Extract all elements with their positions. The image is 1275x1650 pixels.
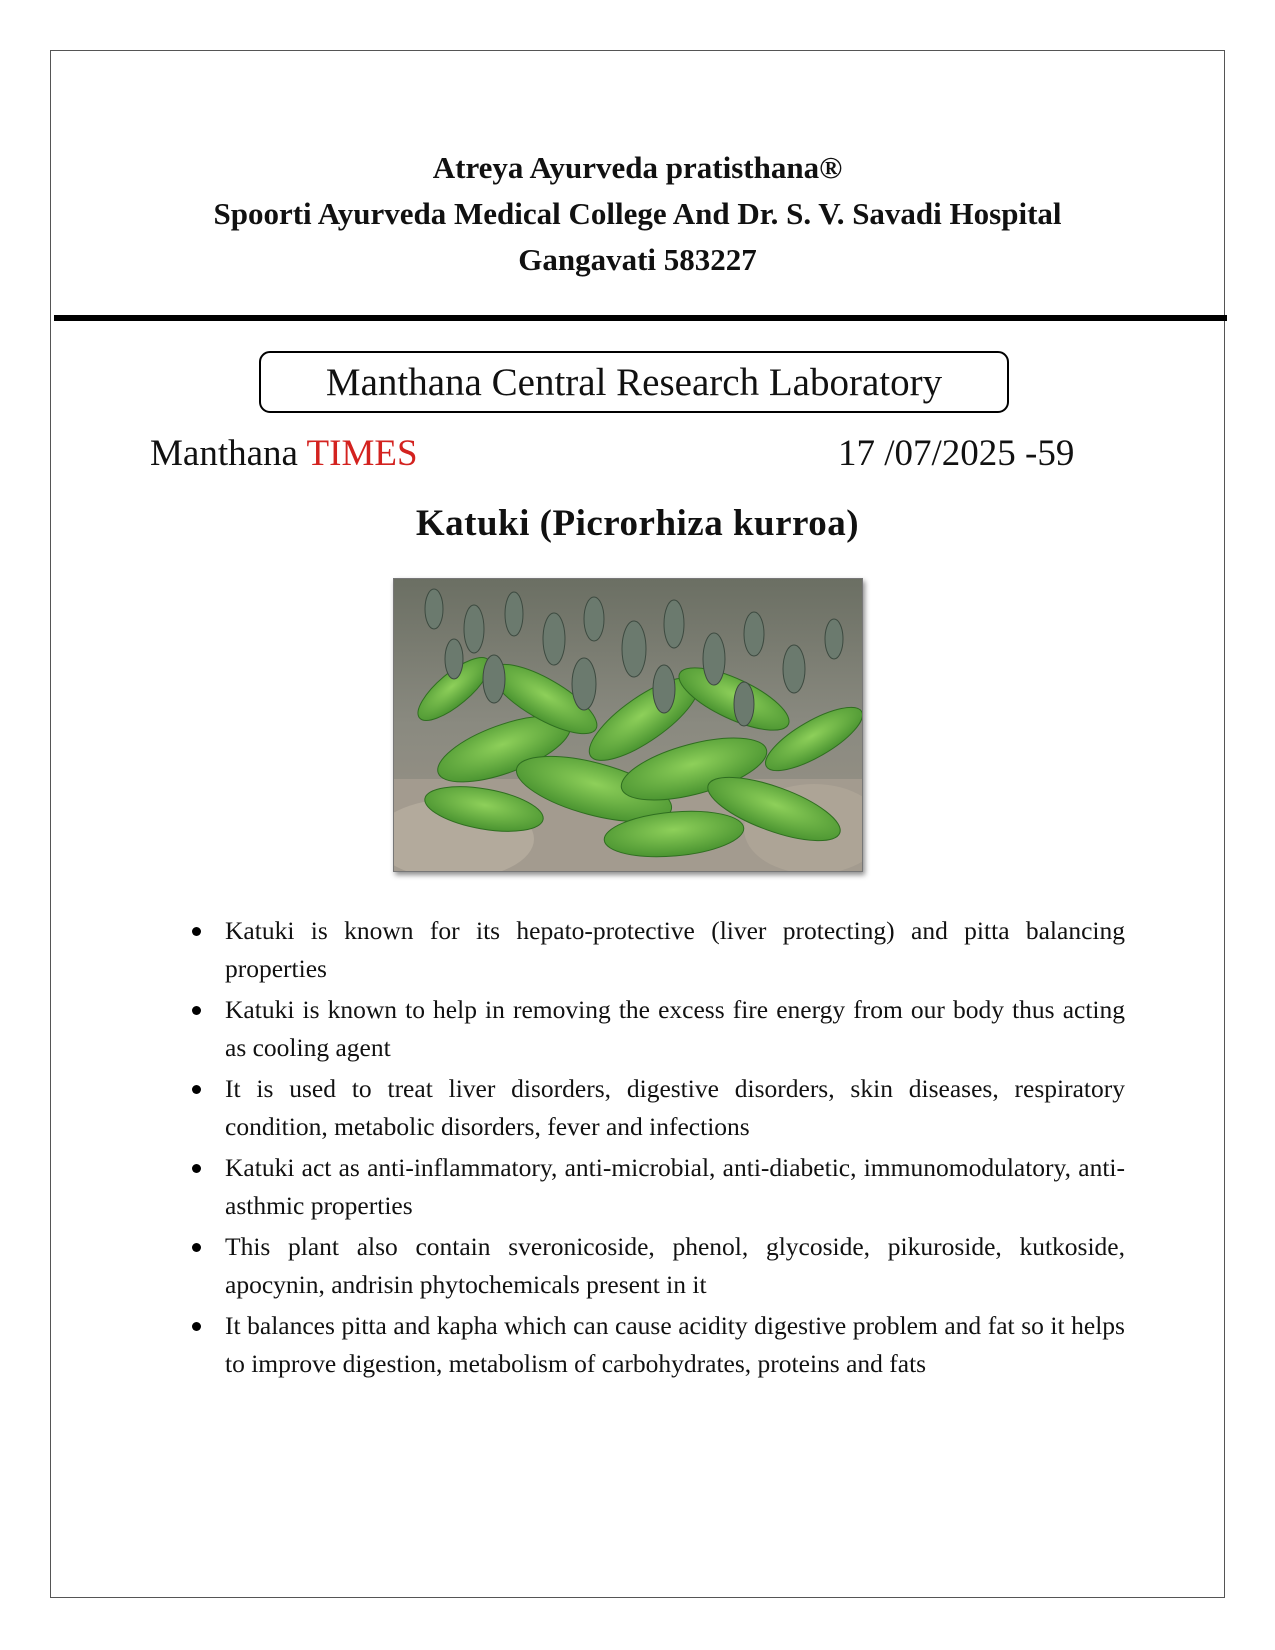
list-item-text: It balances pitta and kapha which can cause acidity digestive problem and fat so it helps to improve digestion, metabolism of carbohydrates, proteins and fats (225, 1311, 1125, 1378)
bullet-icon (192, 1322, 201, 1331)
plant-illustration (394, 579, 862, 871)
header-divider (54, 315, 1227, 321)
list-item-text: Katuki is known to help in removing the excess fire energy from our body thus acting as cooling agent (225, 995, 1125, 1062)
bullet-icon (192, 1243, 201, 1252)
article-title: Katuki (Picrorhiza kurroa) (415, 503, 860, 544)
institution-header (50, 145, 1225, 283)
bullet-icon (192, 1085, 201, 1094)
list-item-text: Katuki act as anti-inflammatory, anti-microbial, anti-diabetic, immunomodulatory, anti-asthmic properties (225, 1153, 1125, 1220)
bullet-icon (192, 1164, 201, 1173)
list-item-text: Katuki is known for its hepato-protective (liver protecting) and pitta balancing properties (225, 916, 1125, 983)
bullet-icon (192, 927, 201, 936)
newsletter-name-part1: Manthana (150, 433, 298, 474)
properties-list (225, 912, 1125, 1386)
list-item (225, 1149, 1125, 1225)
list-item (225, 991, 1125, 1067)
newsletter-name-part2: TIMES (306, 433, 418, 474)
header-line-1: Atreya Ayurveda pratisthana® (432, 150, 843, 185)
header-line-2: Spoorti Ayurveda Medical College And Dr. S. V. Savadi Hospital (213, 196, 1062, 231)
issue-date: 17 /07/2025 -59 (838, 433, 1075, 474)
header-line-3: Gangavati 583227 (518, 242, 757, 277)
newsletter-name (150, 432, 418, 475)
list-item (225, 1228, 1125, 1304)
lab-name-box: Manthana Central Research Laboratory (259, 351, 1009, 413)
list-item (225, 1070, 1125, 1146)
katuki-plant-photo (393, 578, 863, 872)
bullet-icon (192, 1006, 201, 1015)
list-item (225, 912, 1125, 988)
list-item-text: This plant also contain sveronicoside, phenol, glycoside, pikuroside, kutkoside, apocynin, andrisin phytochemicals present in it (225, 1232, 1125, 1299)
list-item-text: It is used to treat liver disorders, digestive disorders, skin diseases, respiratory condition, metabolic disorders, fever and infections (225, 1074, 1125, 1141)
list-item (225, 1307, 1125, 1383)
